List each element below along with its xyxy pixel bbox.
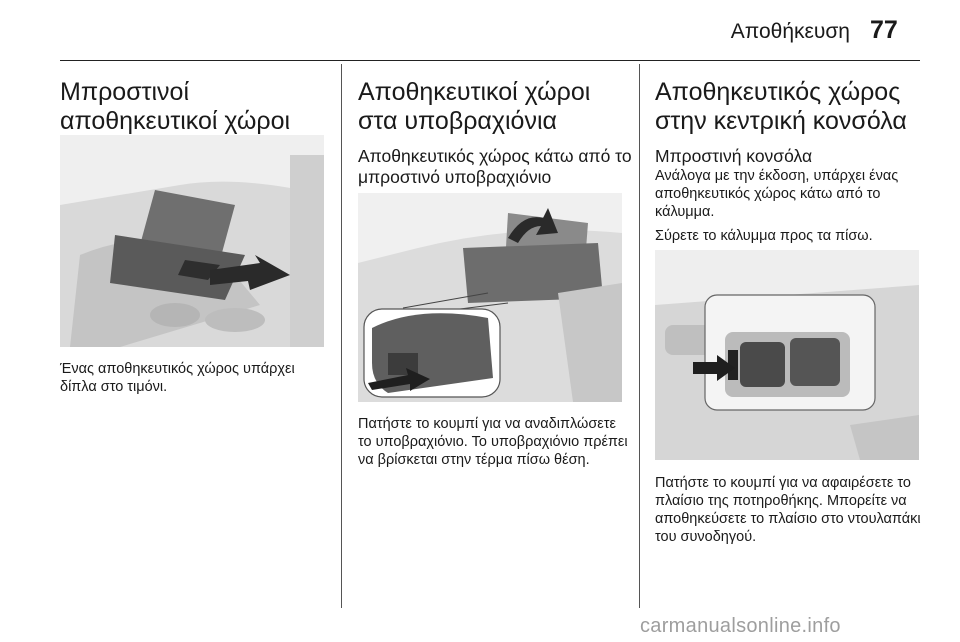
page-number: 77 — [870, 16, 898, 44]
column-divider-2 — [639, 64, 640, 608]
subheading-front-console: Μπροστινή κονσόλα — [655, 146, 813, 166]
section-heading-center-console: Αποθηκευτικός χώρος στην κεντρική κονσόλα — [655, 78, 907, 135]
paragraph-console-cover: Ανάλογα με την έκδοση, υπάρχει ένας αποθηκευτικός χώρος κάτω από το κάλυμμα. — [655, 168, 899, 220]
column-divider-1 — [341, 64, 342, 608]
glovebox-photo — [60, 135, 324, 347]
paragraph-slide-cover: Σύρετε το κάλυμμα προς τα πίσω. — [655, 228, 873, 244]
section-heading-armrest-storage: Αποθηκευτικοί χώροι στα υποβραχιόνια — [358, 78, 591, 135]
subheading-front-armrest: Αποθηκευτικός χώρος κάτω από το μπροστινό υποβραχιόνιο — [358, 146, 632, 187]
caption-armrest: Πατήστε το κουμπί για να αναδιπλώσετε το υποβραχιόνιο. Το υποβραχιόνιο πρέπει να βρίσκεται στην τέρμα πίσω θέση. — [358, 416, 628, 468]
column-1 — [60, 78, 330, 136]
running-header-title: Αποθήκευση — [730, 20, 850, 43]
header-rule — [60, 60, 920, 61]
caption-console: Πατήστε το κουμπί για να αφαιρέσετε το πλαίσιο της ποτηροθήκης. Μπορείτε να αποθηκεύσετε το πλαίσιο στο ντουλαπάκι του συνοδηγού. — [655, 475, 921, 545]
caption-glovebox: Ένας αποθηκευτικός χώρος υπάρχει δίπλα στο τιμόνι. — [60, 361, 295, 395]
column-3 — [655, 78, 925, 245]
section-heading-front-storage: Μπροστινοί αποθηκευτικοί χώροι — [60, 78, 291, 135]
column-2 — [358, 78, 633, 188]
center-console-photo — [655, 250, 919, 460]
watermark-text: carmanualsonline.info — [640, 615, 841, 637]
armrest-photo — [358, 193, 622, 402]
